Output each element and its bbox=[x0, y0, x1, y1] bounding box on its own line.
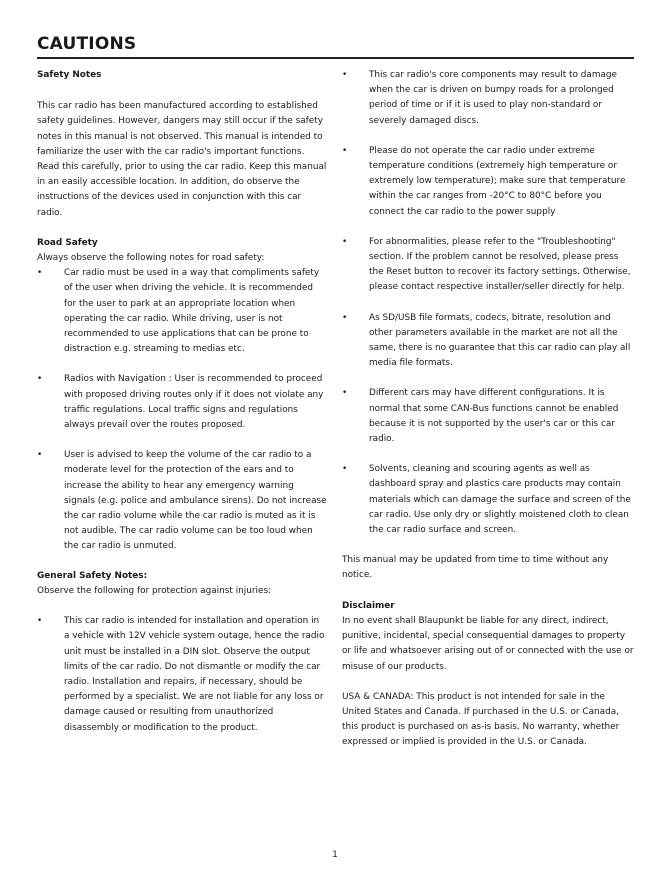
bullet-icon: • bbox=[37, 450, 43, 461]
general-safety-bullet bbox=[37, 614, 327, 736]
safety-notes-heading: Safety Notes bbox=[37, 70, 102, 80]
road-safety-heading: Road Safety bbox=[37, 237, 98, 248]
caution-bullet bbox=[342, 386, 634, 447]
general-safety-intro: Observe the following for protection against injuries: bbox=[37, 585, 272, 596]
bullet-text: Different cars may have different configurations. It is normal that some CAN-Bus functions cannot be enabled because it is not supported by the user's car or this car radio. bbox=[369, 388, 619, 445]
bullet-text: Solvents, cleaning and scouring agents as well as dashboard spray and plastics care products may contain materials which can damage the surface and screen of the car radio. Use only dry or slightly moistened cloth to clean the car radio surface and screen. bbox=[369, 464, 631, 536]
bullet-text: Please do not operate the car radio under extreme temperature conditions (extremely high temperature or extremely low temperature); make sure that temperature within the car ranges from -20°C to 80°C before you connect the car radio to the power supply bbox=[369, 145, 626, 217]
caution-bullet bbox=[342, 462, 634, 538]
left-column bbox=[37, 68, 327, 736]
bullet-text: User is advised to keep the volume of the car radio to a moderate level for the protection of the ears and to increase the ability to hear any emergency warning signals (e.g. police and ambulance sirens). Do not increase the car radio volume while the car radio is muted as it is not audible. The car radio volume can be too loud when the car radio is unmuted. bbox=[64, 450, 327, 552]
bullet-text: As SD/USB file formats, codecs, bitrate, resolution and other parameters available in the market are not all the same, there is no guarantee that this car radio can play all media file formats. bbox=[369, 312, 631, 369]
title-divider bbox=[37, 57, 634, 59]
caution-bullet bbox=[342, 311, 634, 372]
bullet-icon: • bbox=[342, 464, 348, 475]
update-note: This manual may be updated from time to time without any notice. bbox=[342, 555, 609, 581]
general-safety-heading: General Safety Notes: bbox=[37, 570, 148, 581]
bullet-icon: • bbox=[342, 388, 348, 399]
bullet-text: Car radio must be used in a way that compliments safety of the user when driving the vehicle. It is recommended for the user to park at an appropriate location when operating the car radio. While driving, user is not recommended to use applications that can be prone to distraction e.g. streaming to medias etc. bbox=[64, 268, 320, 355]
road-safety-intro: Always observe the following notes for road safety: bbox=[37, 253, 265, 264]
page-number: 1 bbox=[332, 850, 338, 860]
bullet-text: For abnormalities, please refer to the "Troubleshooting" section. If the problem cannot be resolved, please press the Reset button to recover its factory settings. Otherwise, please contact respective installer/seller directly for help. bbox=[369, 236, 631, 293]
caution-bullet bbox=[342, 144, 634, 220]
bullet-icon: • bbox=[342, 236, 348, 247]
bullet-icon: • bbox=[37, 268, 43, 279]
bullet-icon: • bbox=[342, 70, 348, 80]
road-safety-bullet bbox=[37, 448, 327, 554]
caution-bullet bbox=[342, 68, 634, 129]
bullet-icon: • bbox=[37, 616, 43, 627]
bullet-icon: • bbox=[37, 374, 43, 385]
road-safety-bullet bbox=[37, 266, 327, 357]
right-column bbox=[342, 68, 634, 751]
us-canada-notice: USA & CANADA: This product is not intended for sale in the United States and Canada. If purchased in the U.S. or Canada, this product is purchased on as-is basis. No warranty, whether expressed or implied is provided in the U.S. or Canada. bbox=[342, 691, 620, 748]
bullet-icon: • bbox=[342, 312, 348, 323]
disclaimer-heading: Disclaimer bbox=[342, 600, 395, 611]
road-safety-bullet bbox=[37, 372, 327, 433]
bullet-text: Radios with Navigation : User is recommended to proceed with proposed driving routes only if it does not violate any traffic regulations. Local traffic signs and regulations always prevail over the routes proposed. bbox=[64, 374, 324, 431]
page-title: CAUTIONS bbox=[37, 34, 137, 54]
bullet-icon: • bbox=[342, 145, 348, 156]
disclaimer-body: In no event shall Blaupunkt be liable for any direct, indirect, punitive, incidental, special consequential damages to property or life and whatsoever arising out of or connected with the use or misuse of our products. bbox=[342, 615, 634, 672]
bullet-text: This car radio is intended for installation and operation in a vehicle with 12V vehicle system outage, hence the radio unit must be installed in a DIN slot. Observe the output limits of the car radio. Do not dismantle or modify the car radio. Installation and repairs, if necessary, should be performed by a specialist. We are not liable for any loss or damage caused or resulting from unauthorized disassembly or modification to the product. bbox=[64, 616, 325, 733]
caution-bullet bbox=[342, 235, 634, 296]
bullet-text: This car radio's core components may result to damage when the car is driven on bumpy roads for a prolonged period of time or if it is used to play non-standard or severely damaged discs. bbox=[369, 70, 618, 126]
safety-notes-body: This car radio has been manufactured according to established safety guidelines. However, dangers may still occur if the safety notes in this manual is not observed. This manual is intended to familiarize the user with the car radio's important functions. Read this carefully, prior to using the car radio. Keep this manual in an easily accessible location. In addition, do observe the instructions of the devices used in conjunction with this car radio. bbox=[37, 101, 327, 218]
